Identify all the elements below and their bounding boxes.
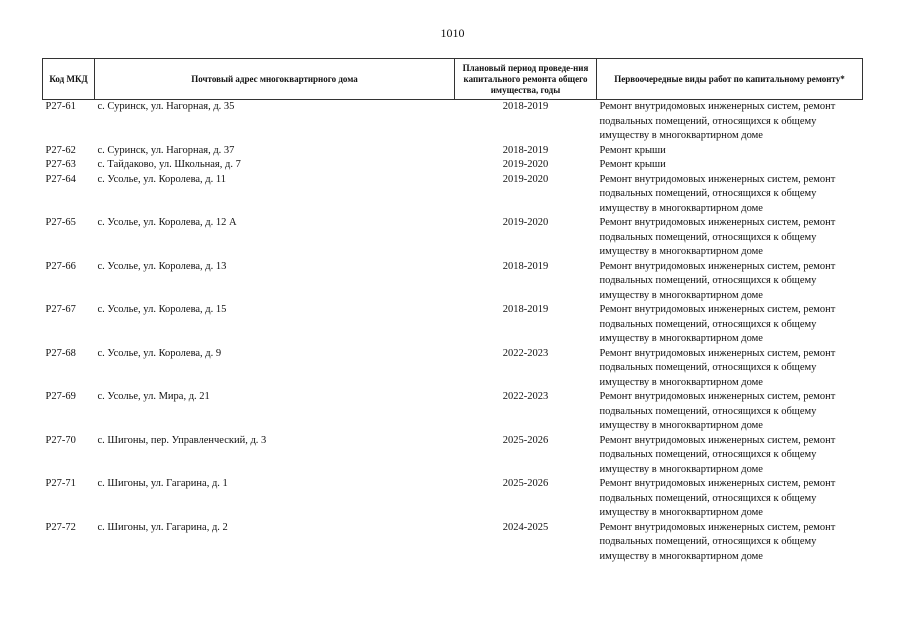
code-cell: Р27-62 bbox=[45, 144, 76, 156]
address-cell: с. Усолье, ул. Королева, д. 9 bbox=[97, 347, 222, 359]
works-cell: Ремонт внутридомовых инженерных систем, ремонт подвальных помещений, относящихся к общему имуществу в многоквартирном доме bbox=[599, 101, 836, 141]
period-cell: 2019-2020 bbox=[502, 217, 549, 228]
works-cell: Ремонт внутридомовых инженерных систем, ремонт подвальных помещений, относящихся к общему имуществу в многоквартирном доме bbox=[599, 391, 836, 431]
address-cell: с. Усолье, ул. Королева, д. 15 bbox=[97, 304, 227, 315]
period-cell: 2024-2025 bbox=[502, 521, 549, 533]
period-cell: 2019-2020 bbox=[502, 159, 549, 170]
period-cell: 2022-2023 bbox=[502, 347, 549, 359]
address-cell: с. Шигоны, ул. Гагарина, д. 1 bbox=[97, 478, 228, 489]
code-cell: Р27-69 bbox=[45, 391, 76, 402]
table-row bbox=[43, 477, 863, 521]
works-cell: Ремонт внутридомовых инженерных систем, ремонт подвальных помещений, относящихся к общему имуществу в многоквартирном доме bbox=[599, 521, 836, 562]
address-cell: с. Усолье, ул. Королева, д. 13 bbox=[97, 260, 227, 272]
code-cell: Р27-66 bbox=[45, 260, 76, 272]
period-cell: 2019-2020 bbox=[502, 173, 549, 185]
header-code: Код МКД bbox=[43, 59, 95, 100]
address-cell: с. Усолье, ул. Королева, д. 12 А bbox=[97, 217, 237, 228]
table-row bbox=[43, 100, 863, 144]
period-cell: 2018-2019 bbox=[502, 260, 549, 272]
works-cell: Ремонт крыши bbox=[599, 159, 666, 170]
code-cell: Р27-72 bbox=[45, 521, 76, 533]
address-cell: с. Шигоны, пер. Управленческий, д. 3 bbox=[97, 434, 267, 446]
works-cell: Ремонт внутридомовых инженерных систем, ремонт подвальных помещений, относящихся к общему имуществу в многоквартирном доме bbox=[599, 173, 836, 214]
address-cell: с. Суринск, ул. Нагорная, д. 35 bbox=[97, 101, 235, 112]
works-cell: Ремонт внутридомовых инженерных систем, ремонт подвальных помещений, относящихся к общему имуществу в многоквартирном доме bbox=[599, 478, 836, 518]
table-row bbox=[43, 173, 863, 217]
works-cell: Ремонт внутридомовых инженерных систем, ремонт подвальных помещений, относящихся к общему имуществу в многоквартирном доме bbox=[599, 217, 836, 257]
table-body bbox=[43, 100, 863, 565]
table-row bbox=[43, 347, 863, 391]
header-address: Почтовый адрес многоквартирного дома bbox=[95, 59, 455, 100]
table-row bbox=[43, 260, 863, 304]
address-cell: с. Суринск, ул. Нагорная, д. 37 bbox=[97, 144, 235, 156]
code-cell: Р27-61 bbox=[45, 101, 76, 112]
period-cell: 2025-2026 bbox=[502, 478, 549, 489]
header-period: Плановый период проведе-ния капитального ремонта общего имущества, годы bbox=[455, 59, 597, 100]
works-cell: Ремонт внутридомовых инженерных систем, ремонт подвальных помещений, относящихся к общему имуществу в многоквартирном доме bbox=[599, 260, 836, 301]
address-cell: с. Тайдаково, ул. Школьная, д. 7 bbox=[97, 159, 241, 170]
period-cell: 2022-2023 bbox=[502, 391, 549, 402]
table-row bbox=[43, 390, 863, 434]
capital-repair-table bbox=[42, 58, 863, 564]
code-cell: Р27-67 bbox=[45, 304, 76, 315]
table-row bbox=[43, 216, 863, 260]
period-cell: 2018-2019 bbox=[502, 304, 549, 315]
works-cell: Ремонт внутридомовых инженерных систем, ремонт подвальных помещений, относящихся к общему имуществу в многоквартирном доме bbox=[599, 434, 836, 475]
works-cell: Ремонт крыши bbox=[599, 144, 666, 156]
period-cell: 2018-2019 bbox=[502, 101, 549, 112]
code-cell: Р27-63 bbox=[45, 159, 76, 170]
table-row bbox=[43, 303, 863, 347]
period-cell: 2025-2026 bbox=[502, 434, 549, 446]
address-cell: с. Усолье, ул. Мира, д. 21 bbox=[97, 391, 210, 402]
address-cell: с. Шигоны, ул. Гагарина, д. 2 bbox=[97, 521, 228, 533]
table-row bbox=[43, 158, 863, 173]
page-number: 1010 bbox=[440, 26, 465, 40]
table-row bbox=[43, 434, 863, 478]
works-cell: Ремонт внутридомовых инженерных систем, ремонт подвальных помещений, относящихся к общему имуществу в многоквартирном доме bbox=[599, 347, 836, 388]
code-cell: Р27-71 bbox=[45, 478, 76, 489]
code-cell: Р27-70 bbox=[45, 434, 76, 446]
header-works: Первоочередные виды работ по капитальному ремонту* bbox=[597, 59, 863, 100]
period-cell: 2018-2019 bbox=[502, 144, 549, 156]
works-cell: Ремонт внутридомовых инженерных систем, ремонт подвальных помещений, относящихся к общему имуществу в многоквартирном доме bbox=[599, 304, 836, 344]
address-cell: с. Усолье, ул. Королева, д. 11 bbox=[97, 173, 226, 185]
code-cell: Р27-64 bbox=[45, 173, 76, 185]
table-header-row bbox=[43, 59, 863, 100]
code-cell: Р27-68 bbox=[45, 347, 76, 359]
table-row bbox=[43, 144, 863, 159]
table-row bbox=[43, 521, 863, 565]
code-cell: Р27-65 bbox=[45, 217, 76, 228]
